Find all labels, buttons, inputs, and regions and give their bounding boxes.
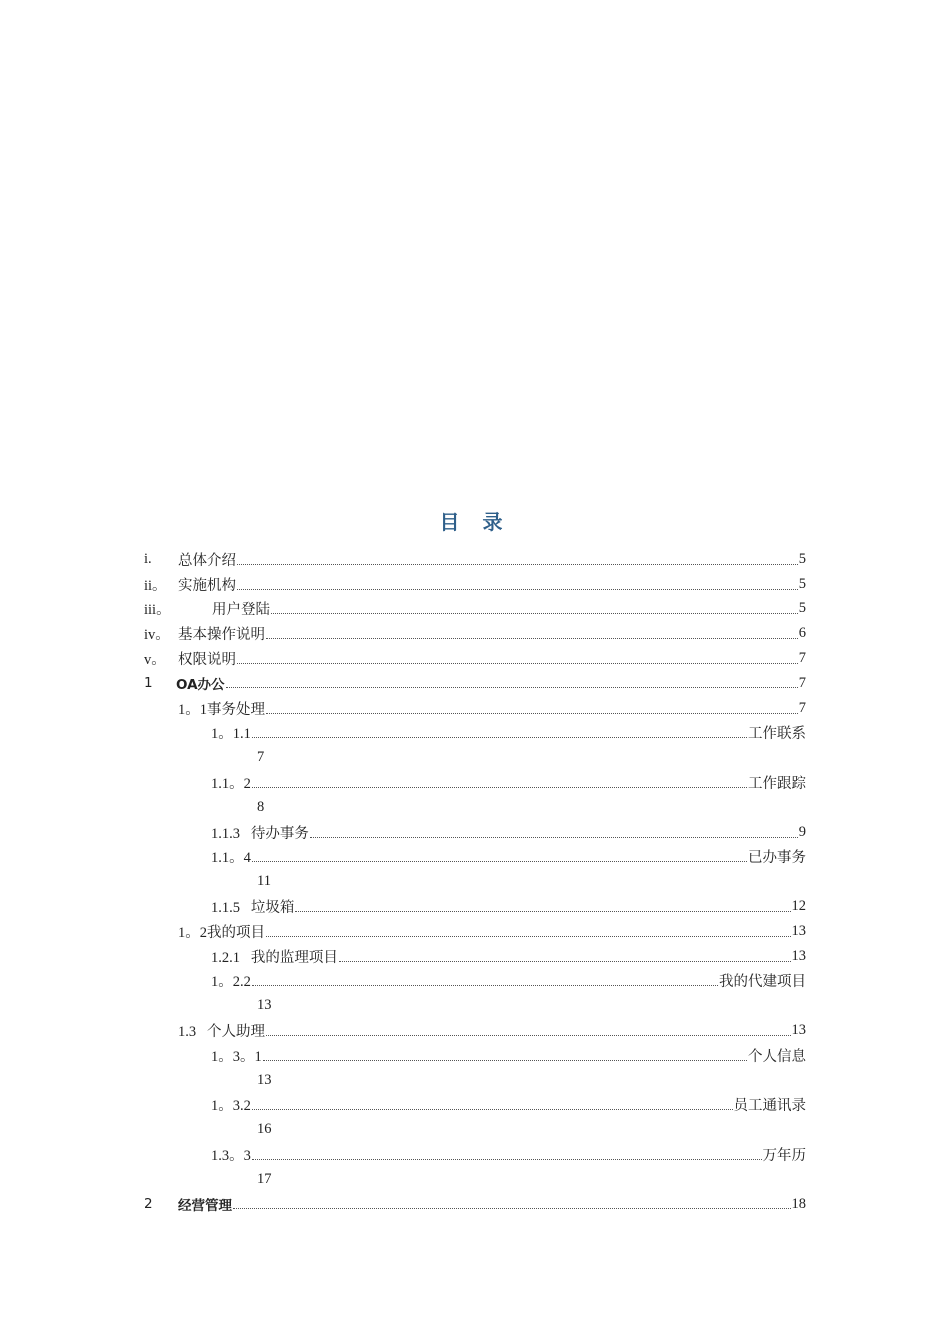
- dot-leader: [252, 737, 747, 738]
- toc-entry[interactable]: [144, 696, 806, 721]
- dot-leader: [226, 687, 798, 688]
- dot-leader: [237, 564, 798, 565]
- toc-entry-number: i.: [144, 550, 152, 567]
- toc-entry-page: 7: [257, 749, 265, 766]
- dot-leader: [266, 713, 798, 714]
- toc-entry-label: 1。2.2: [211, 974, 251, 991]
- dot-leader: [266, 936, 791, 937]
- toc-entry-label: 实施机构: [178, 577, 236, 594]
- toc-entry-label: 总体介绍: [178, 552, 236, 569]
- toc-entry-label: OA办公: [176, 677, 225, 694]
- dot-leader: [233, 1208, 791, 1209]
- toc-entry-wrap: [144, 1068, 806, 1093]
- toc-entry-label: 经营管理: [178, 1198, 232, 1215]
- toc-entry[interactable]: [144, 597, 806, 622]
- dot-leader: [252, 985, 718, 986]
- toc-entry-wrap: [144, 795, 806, 820]
- dot-leader: [252, 787, 747, 788]
- dot-leader: [339, 961, 791, 962]
- dot-leader: [266, 638, 798, 639]
- toc-entry-page: 12: [791, 898, 806, 915]
- toc-entry[interactable]: [144, 969, 806, 994]
- toc-entry-page: 7: [798, 674, 806, 691]
- toc-entry-page: 13: [791, 922, 806, 939]
- toc-entry-page: 16: [257, 1121, 272, 1138]
- toc-entry-page: 7: [798, 650, 806, 667]
- toc-entry-page: 13: [257, 997, 272, 1014]
- toc-entry-label: 1。1事务处理: [178, 701, 265, 718]
- toc-entry[interactable]: [144, 1018, 806, 1043]
- toc-entry-label: 1.3。3: [211, 1148, 251, 1165]
- toc-entry-number: v。: [144, 652, 166, 669]
- dot-leader: [252, 1109, 733, 1110]
- toc-entry-label: 1。3.2: [211, 1098, 251, 1115]
- dot-leader: [266, 1035, 791, 1036]
- toc-entry-page: 7: [798, 699, 806, 716]
- toc-entry-page: 13: [257, 1071, 272, 1088]
- toc-entry-number: iii。: [144, 602, 171, 619]
- toc-entry-page: 13: [791, 1022, 806, 1039]
- toc-entry-page: 5: [798, 575, 806, 592]
- toc-entry[interactable]: [144, 721, 806, 746]
- toc-entry[interactable]: [144, 1093, 806, 1118]
- toc-entry[interactable]: [144, 1142, 806, 1167]
- toc-entry-label: 1.2.1 我的监理项目: [211, 949, 338, 966]
- toc-entry-label: 基本操作说明: [178, 627, 265, 644]
- toc-entry-number: 1: [144, 675, 153, 692]
- toc-entry-label: 1.1。2: [211, 776, 251, 793]
- toc-entry-page: 17: [257, 1170, 272, 1187]
- dot-leader: [271, 613, 798, 614]
- dot-leader: [263, 1060, 747, 1061]
- toc-entry[interactable]: [144, 646, 806, 671]
- toc-entry-page: 8: [257, 798, 265, 815]
- toc-entry-label: 1.1.3 待办事务: [211, 825, 309, 842]
- dot-leader: [237, 663, 798, 664]
- toc-entry-label: 1.3 个人助理: [178, 1024, 265, 1041]
- toc-entry-wrap: [144, 1167, 806, 1192]
- toc-entry[interactable]: [144, 1043, 806, 1068]
- toc-entry[interactable]: [144, 671, 806, 696]
- toc-entry-title: 我的代建项目: [719, 974, 806, 991]
- toc-entry[interactable]: [144, 820, 806, 845]
- toc-entry[interactable]: [144, 944, 806, 969]
- toc-entry-page: 5: [798, 550, 806, 567]
- toc-entry-page: 11: [257, 873, 271, 890]
- toc-entry-label: 1.1。4: [211, 850, 251, 867]
- toc-entry[interactable]: [144, 845, 806, 870]
- toc-entry-number: iv。: [144, 627, 170, 644]
- toc-title: 目 录: [439, 510, 511, 534]
- toc-entry-title: 万年历: [762, 1148, 806, 1165]
- toc-entry[interactable]: [144, 894, 806, 919]
- dot-leader: [295, 911, 790, 912]
- toc-entry-label: 1.1.5 垃圾箱: [211, 900, 295, 917]
- toc-entry[interactable]: [144, 572, 806, 597]
- toc-entry-label: 1。3。1: [211, 1048, 262, 1065]
- toc-entry[interactable]: [144, 919, 806, 944]
- toc-entry-page: 5: [798, 600, 806, 617]
- toc-entry-label: 1。1.1: [211, 726, 251, 743]
- toc-entry[interactable]: [144, 770, 806, 795]
- dot-leader: [237, 589, 798, 590]
- toc-entry[interactable]: [144, 621, 806, 646]
- toc-entry-wrap: [144, 1117, 806, 1142]
- toc-entry-page: 6: [798, 625, 806, 642]
- toc-entry-title: 工作跟踪: [748, 776, 806, 793]
- toc-entry[interactable]: [144, 1192, 806, 1217]
- toc-entry[interactable]: [144, 547, 806, 572]
- dot-leader: [310, 837, 798, 838]
- toc-entry-title: 工作联系: [748, 726, 806, 743]
- dot-leader: [252, 1159, 762, 1160]
- toc-entry-title: 员工通讯录: [733, 1098, 806, 1115]
- toc-entry-wrap: [144, 745, 806, 770]
- toc-entry-number: 2: [144, 1196, 153, 1213]
- toc-entry-page: 9: [798, 823, 806, 840]
- toc-entry-title: 个人信息: [748, 1048, 806, 1065]
- toc-entry-wrap: [144, 869, 806, 894]
- toc-entry-title: 已办事务: [748, 850, 806, 867]
- toc-entry-page: 13: [791, 947, 806, 964]
- toc-entry-label: 1。2我的项目: [178, 924, 265, 941]
- toc-entry-label: 用户登陆: [212, 602, 270, 619]
- dot-leader: [252, 861, 747, 862]
- table-of-contents: [144, 547, 806, 1217]
- toc-entry-page: 18: [791, 1195, 806, 1212]
- toc-entry-number: ii。: [144, 577, 167, 594]
- toc-entry-wrap: [144, 993, 806, 1018]
- toc-entry-label: 权限说明: [178, 652, 236, 669]
